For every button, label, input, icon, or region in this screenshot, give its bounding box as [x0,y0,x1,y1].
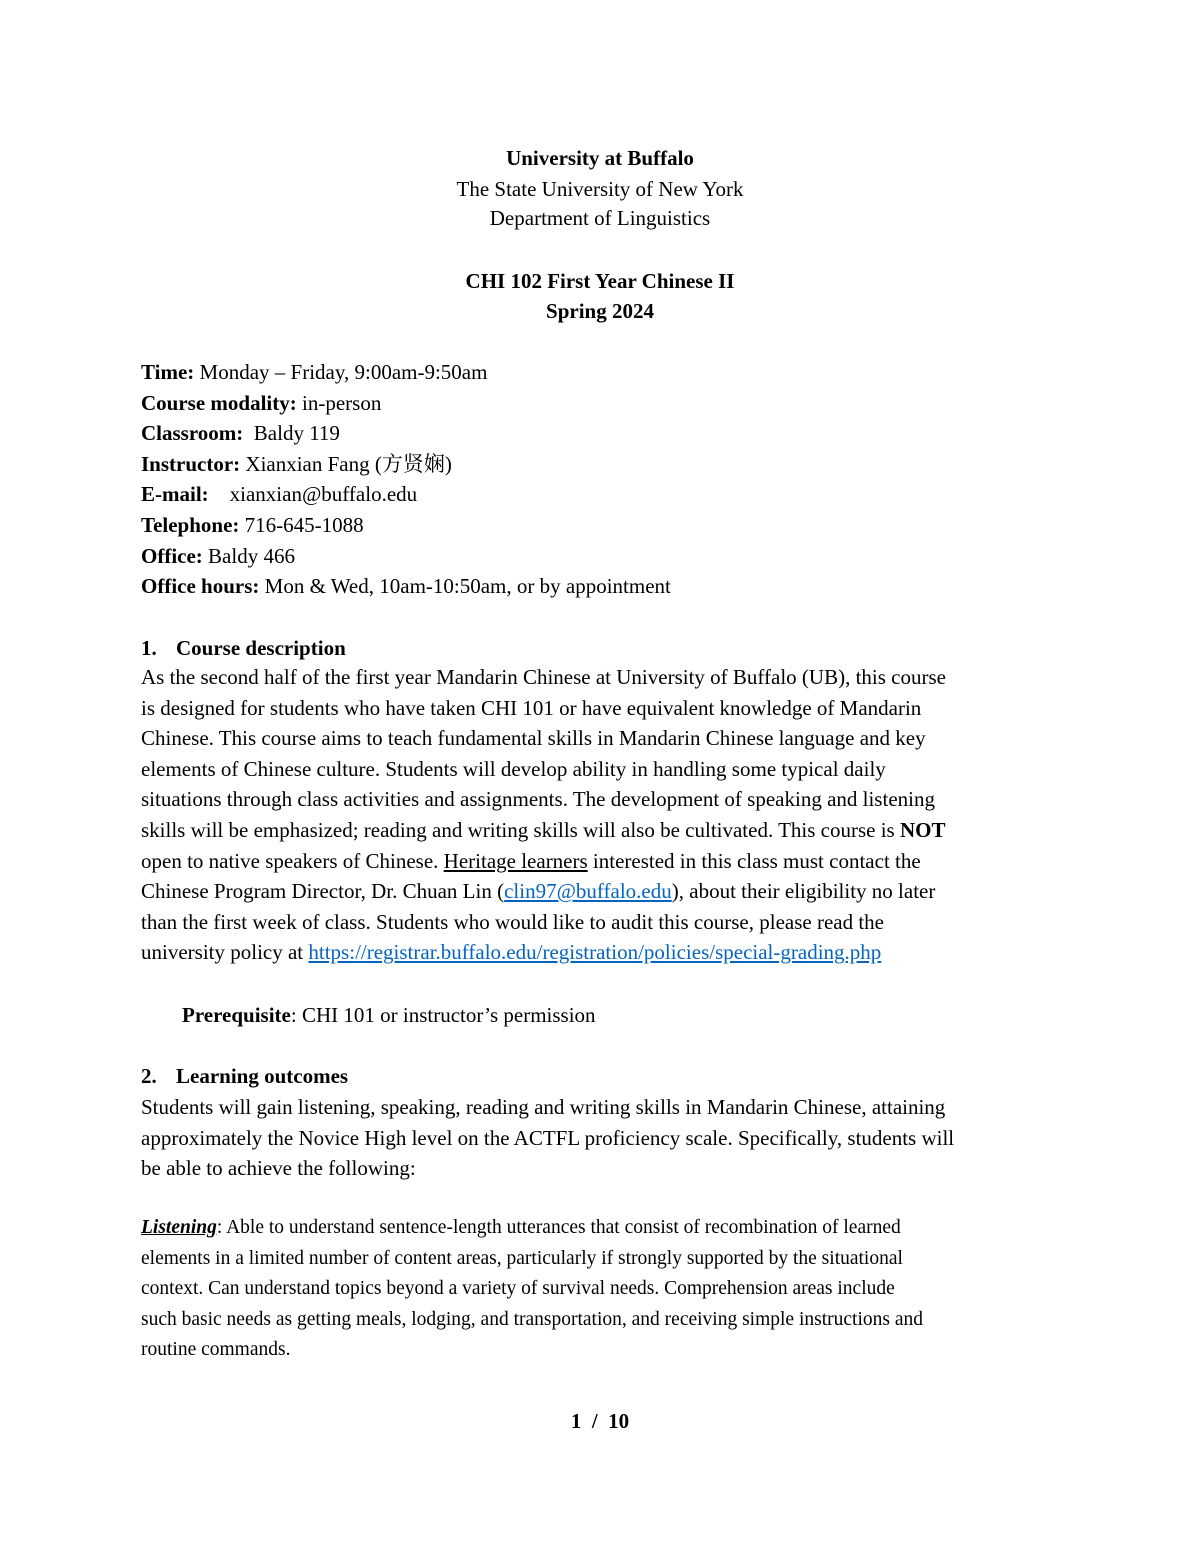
section-heading-course-description [141,633,346,663]
info-label: E-mail: [141,482,209,507]
paragraph-line: elements in a limited number of content areas, particularly if strongly supported by the situational [141,1247,903,1269]
prerequisite-line [182,1000,596,1030]
paragraph-line [141,815,1059,846]
info-value: Baldy 466 [202,543,295,568]
section-number: 2. [141,1064,157,1088]
section-heading-learning-outcomes [141,1061,348,1091]
system-name: The State University of New York [456,177,744,201]
heritage-learners-term: Heritage learners [443,848,588,873]
info-value: 716-645-1088 [239,512,364,537]
prerequisite-label: Prerequisite [182,1003,291,1027]
info-label: Office: [141,543,203,568]
prerequisite-value: : CHI 101 or instructor’s permission [290,1003,596,1027]
info-telephone [141,510,1061,541]
text-run: university policy at [141,940,309,965]
info-office [141,541,1061,572]
info-value: Monday – Friday, 9:00am-9:50am [194,360,488,384]
paragraph-line: Students will gain listening, speaking, reading and writing skills in Mandarin Chinese, attaining [141,1095,946,1119]
paragraph-line [141,1213,1061,1244]
info-value: xianxian@buffalo.edu [208,482,418,507]
info-classroom [141,418,1061,449]
info-value: Xianxian Fang (方贤娴) [240,451,452,476]
text-run: : Able to understand sentence-length utterances that consist of recombination of learned [216,1217,901,1238]
section-title: Learning outcomes [176,1064,349,1088]
info-office-hours [141,571,1061,602]
paragraph-line: than the first week of class. Students who would like to audit this course, please read the [141,909,884,934]
paragraph-line: is designed for students who have taken CHI 101 or have equivalent knowledge of Mandarin [141,695,922,720]
section-number: 1. [141,636,157,660]
info-label: Instructor: [141,451,241,476]
text-run: Chinese Program Director, Dr. Chuan Lin ( [141,879,505,904]
info-value: in-person [296,390,382,415]
info-label: Classroom: [141,421,244,446]
paragraph-line: situations through class activities and assignments. The development of speaking and listening [141,787,935,812]
listening-label: Listening [141,1217,217,1238]
listening-paragraph [141,1213,1061,1366]
info-value: Mon & Wed, 10am-10:50am, or by appointment [259,574,671,599]
paragraph-line: As the second half of the first year Mandarin Chinese at University of Buffalo (UB), this course [141,665,946,689]
info-label: Telephone: [141,512,240,537]
paragraph-line [141,937,1059,968]
text-run: ), about their eligibility no later [671,879,936,904]
paragraph-line: routine commands. [141,1339,291,1361]
paragraph-line: such basic needs as getting meals, lodging, and transportation, and receiving simple instructions and [141,1308,923,1330]
paragraph-line: Chinese. This course aims to teach fundamental skills in Mandarin Chinese language and key [141,726,926,751]
info-instructor [141,449,1061,480]
paragraph-line [141,876,1059,907]
info-email [141,479,1061,510]
paragraph-line [141,846,1059,877]
course-term: Spring 2024 [546,299,654,323]
course-info-block [141,357,1061,602]
paragraph-line: approximately the Novice High level on the ACTFL proficiency scale. Specifically, students will [141,1125,955,1150]
info-label: Time: [141,360,195,384]
text-run: skills will be emphasized; reading and writing skills will also be cultivated. This course is [141,817,900,842]
page-number: 1 / 10 [570,1409,630,1433]
department-name: Department of Linguistics [489,206,711,230]
course-description-paragraph [141,662,1059,968]
info-time [141,357,1061,388]
learning-outcomes-paragraph [141,1092,1059,1184]
email-link[interactable]: clin97@buffalo.edu [504,879,672,904]
info-modality [141,388,1061,419]
not-emphasis: NOT [899,817,946,842]
university-name: University at Buffalo [506,146,694,170]
info-label: Office hours: [141,574,260,599]
info-label: Course modality: [141,390,297,415]
text-run: open to native speakers of Chinese. [141,848,444,873]
policy-link[interactable]: https://registrar.buffalo.edu/registration/policies/special-grading.php [308,940,882,965]
paragraph-line: be able to achieve the following: [141,1156,416,1181]
paragraph-line: context. Can understand topics beyond a variety of survival needs. Comprehension areas include [141,1278,895,1300]
course-title: CHI 102 First Year Chinese II [465,269,735,293]
info-value: Baldy 119 [243,421,340,446]
paragraph-line: elements of Chinese culture. Students will develop ability in handling some typical daily [141,756,886,781]
text-run: interested in this class must contact the [587,848,921,873]
section-title: Course description [176,636,346,660]
